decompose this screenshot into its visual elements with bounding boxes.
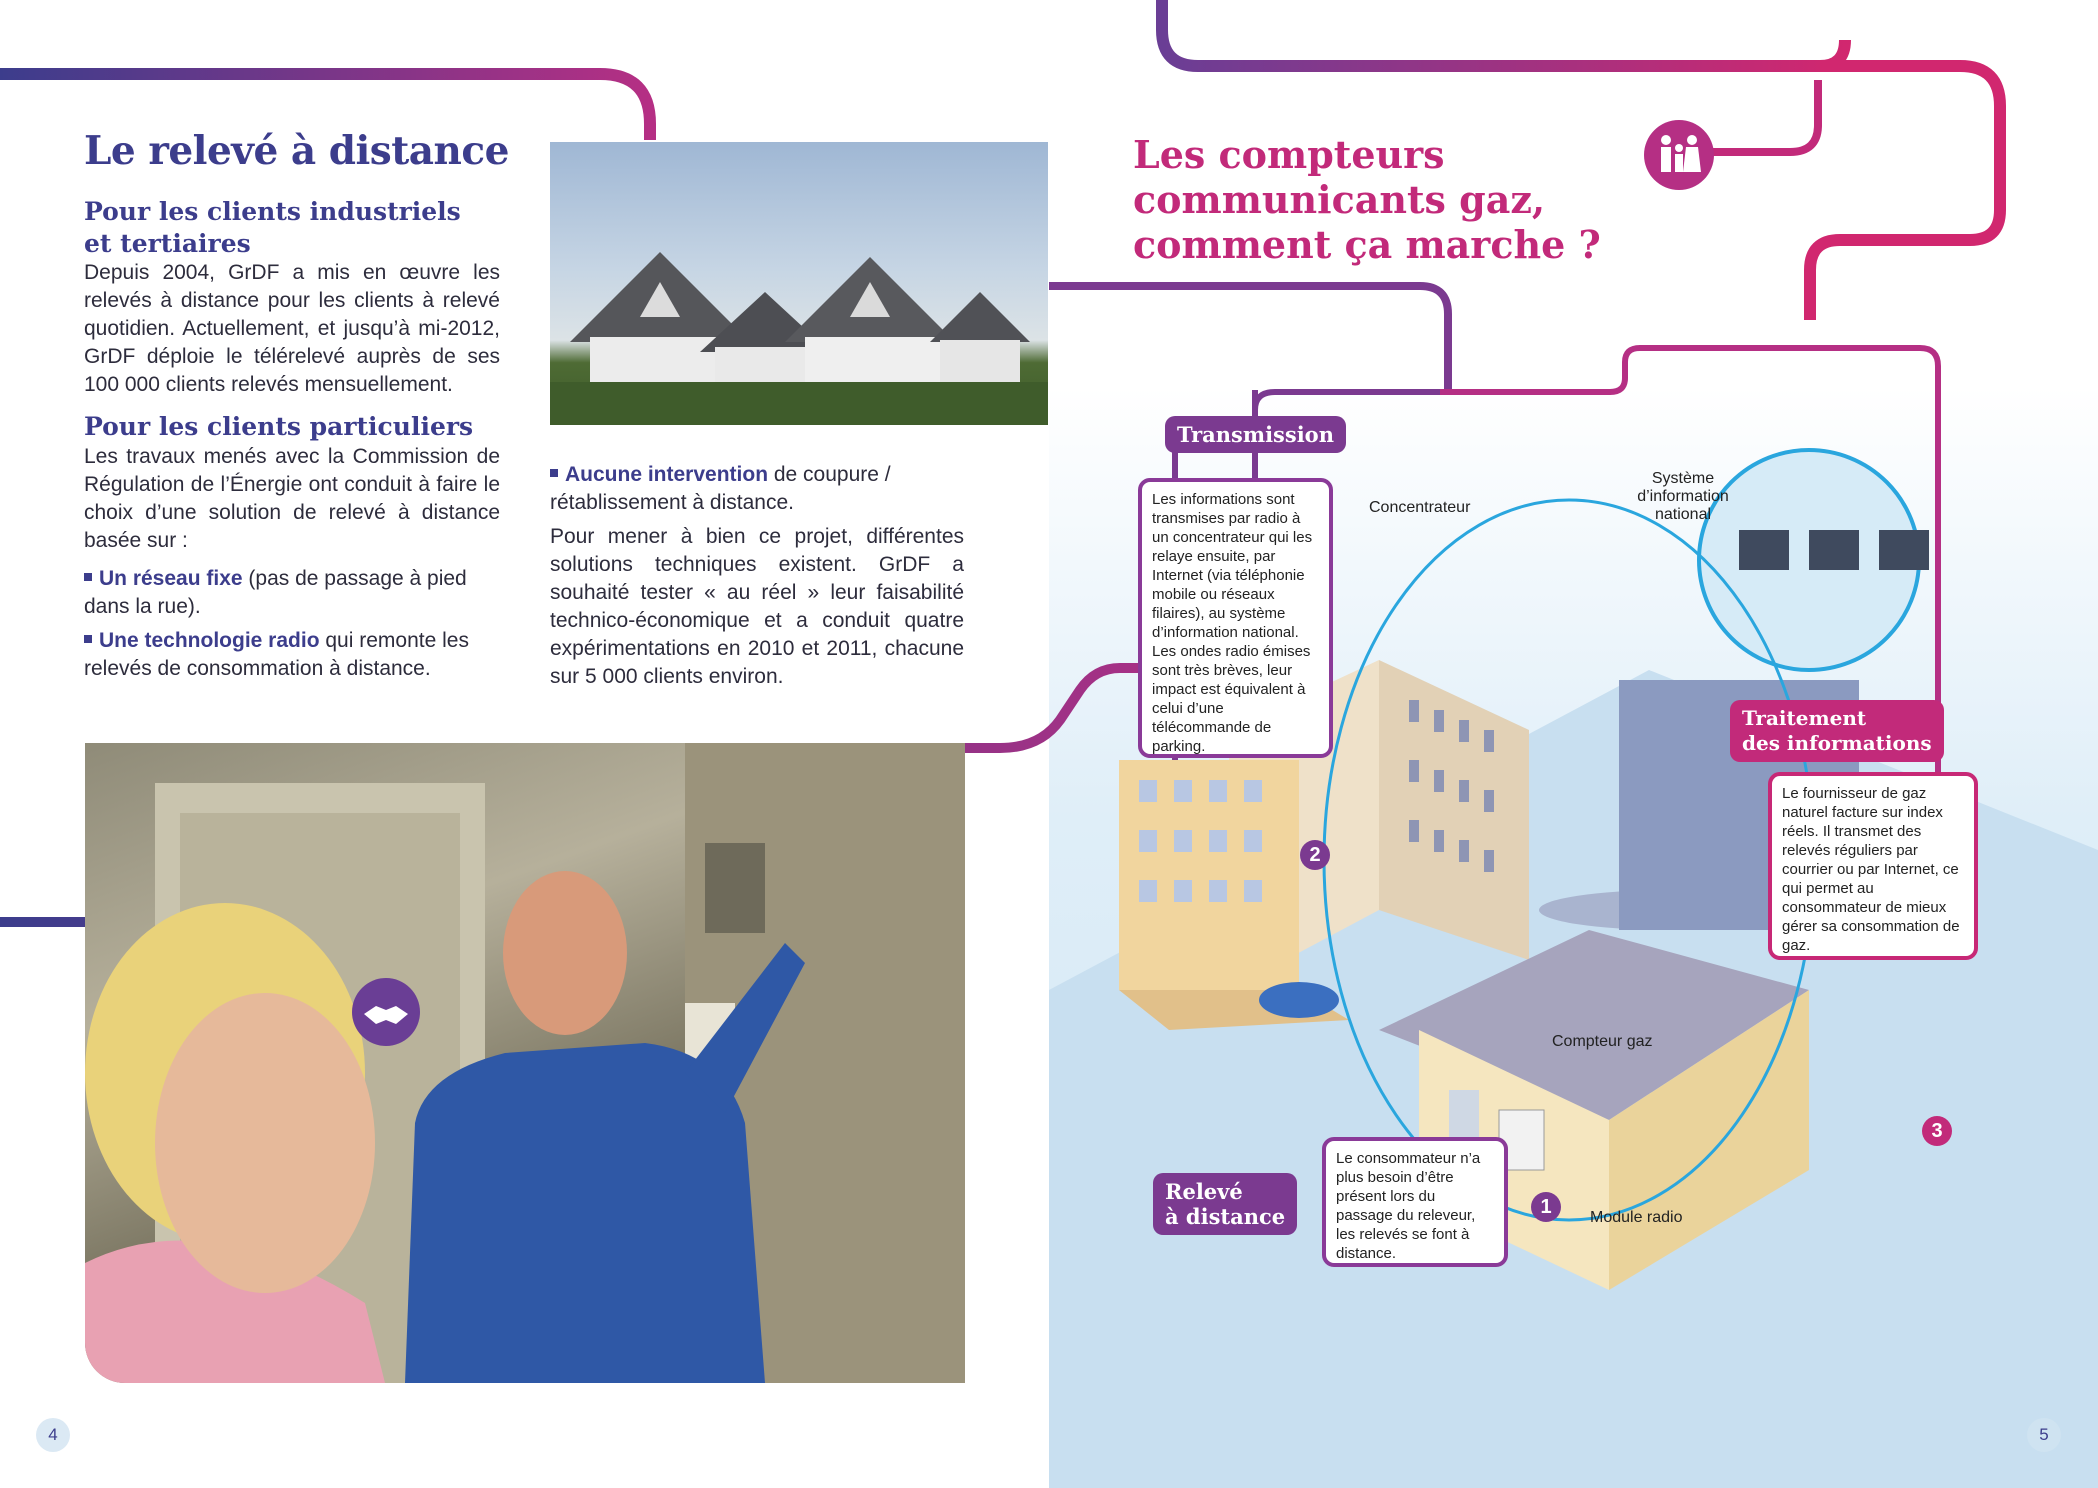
traitement-line-1: Traitement xyxy=(1742,706,1867,730)
section-heading-private: Pour les clients particuliers xyxy=(84,412,474,441)
page-number-left: 4 xyxy=(36,1418,70,1452)
technician-illustration xyxy=(85,743,965,1383)
systeme-line-1: Système xyxy=(1651,470,1715,487)
heading-line-2: et tertiaires xyxy=(84,229,251,258)
house-illustration xyxy=(550,142,1048,425)
house-photo xyxy=(550,142,1048,425)
paragraph-private: Les travaux menés avec la Commission de Régulation de l’Énergie ont conduit à faire le choix d’une solution de relevé à distance basée sur : xyxy=(84,445,500,552)
section-heading-industrial xyxy=(84,196,461,260)
bullet-bold: Une technologie radio xyxy=(99,629,320,652)
releve-line-2: à distance xyxy=(1165,1204,1286,1229)
family-glyph xyxy=(1644,120,1714,190)
page-title-right xyxy=(1133,132,1601,267)
bullet-reseau-fixe xyxy=(84,565,500,621)
info-box-transmission: Les informations sont transmises par radio à un concentrateur qui les relaye ensuite, par Internet (via téléphonie mobile ou réseaux filaires), au système d’information national. Les ondes radio émises sont très brèves, leur impact est équivalent à celui d’une télécommande de parking. xyxy=(1138,478,1333,758)
step-number-3: 3 xyxy=(1922,1116,1952,1146)
bullet-text: (pas de passage à pied dans la rue). xyxy=(84,567,467,618)
label-module-radio: Module radio xyxy=(1590,1209,1683,1226)
bullet-aucune-intervention xyxy=(550,461,970,517)
bullet-bold: Un réseau fixe xyxy=(99,567,243,590)
heading-line-1: Pour les clients industriels xyxy=(84,197,461,226)
label-transmission: Transmission xyxy=(1165,416,1346,453)
bullet-text: qui remonte les relevés de consommation à distance. xyxy=(84,629,469,680)
bullet-square-icon xyxy=(84,635,92,643)
title-line-1: Les compteurs xyxy=(1133,132,1445,177)
title-line-3: comment ça marche ? xyxy=(1133,222,1601,267)
systeme-line-3: national xyxy=(1654,506,1712,523)
paragraph-experimentations: Pour mener à bien ce projet, différentes solutions techniques existent. GrDF a souhaité tester « au réel » leur faisabilité technico-économique et a conduit quatre expérimentations en 2010 et 2011, chacune sur 5 000 clients environ. xyxy=(550,525,964,688)
releve-line-1: Relevé xyxy=(1165,1179,1243,1204)
step-number-2: 2 xyxy=(1300,840,1330,870)
bullet-text: de coupure / rétablissement à distance. xyxy=(550,463,891,514)
label-compteur-gaz: Compteur gaz xyxy=(1552,1033,1653,1050)
label-traitement xyxy=(1730,700,1944,762)
traitement-line-2: des informations xyxy=(1742,731,1932,755)
bullet-square-icon xyxy=(550,469,558,477)
label-systeme-information xyxy=(1628,470,1738,524)
title-line-2: communicants gaz, xyxy=(1133,177,1546,222)
handshake-icon xyxy=(352,978,420,1046)
bullet-bold: Aucune intervention xyxy=(565,463,769,486)
page-number-right: 5 xyxy=(2027,1418,2061,1452)
paragraph-industrial: Depuis 2004, GrDF a mis en œuvre les relevés à distance pour les clients à relevé quotidien. Actuellement, et jusqu’à mi-2012, GrDF déploie le télérelevé auprès de ses 100 000 clients relevés mensuellement. xyxy=(84,261,500,396)
info-box-releve: Le consommateur n’a plus besoin d’être présent lors du passage du releveur, les relevés se font à distance. xyxy=(1322,1137,1508,1267)
systeme-line-2: d’information xyxy=(1637,488,1729,505)
technician-photo xyxy=(85,743,965,1383)
family-icon xyxy=(1644,120,1714,190)
label-concentrateur: Concentrateur xyxy=(1369,499,1471,516)
bullet-square-icon xyxy=(84,573,92,581)
bullet-technologie-radio xyxy=(84,627,504,683)
label-releve-distance xyxy=(1153,1173,1297,1235)
page-title-left: Le relevé à distance xyxy=(84,128,509,174)
step-number-1: 1 xyxy=(1531,1192,1561,1222)
handshake-glyph xyxy=(352,978,420,1046)
info-box-traitement: Le fournisseur de gaz naturel facture sur index réels. Il transmet des relevés réguliers par courrier ou par Internet, ce qui permet au consommateur de mieux gérer sa consommation de gaz. xyxy=(1768,772,1978,960)
